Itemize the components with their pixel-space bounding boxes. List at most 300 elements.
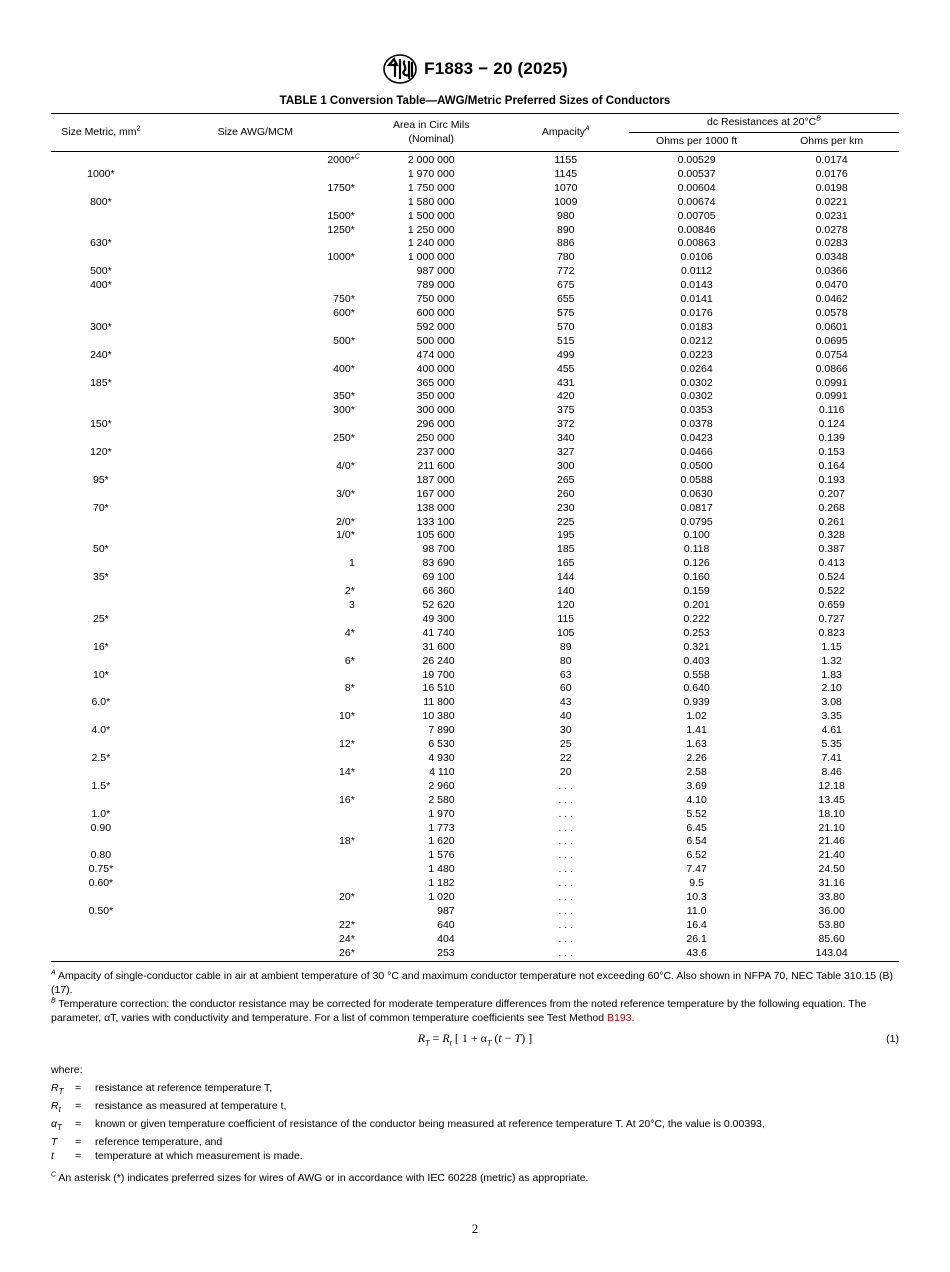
cell-metric: 16* bbox=[93, 640, 109, 653]
cell-ohms-km: 0.207 bbox=[818, 487, 845, 500]
cell-ampacity: 115 bbox=[557, 612, 575, 625]
cell-area: 2 000 000 bbox=[407, 154, 455, 166]
table-row bbox=[51, 905, 899, 919]
cell-metric: 0.60* bbox=[88, 877, 114, 890]
cell-ampacity: . . . bbox=[558, 863, 574, 876]
cell-awg bbox=[151, 696, 360, 710]
cell-ohms-km: 3.08 bbox=[821, 696, 842, 709]
cell-ohms-km: 1.15 bbox=[821, 640, 842, 653]
cell-awg bbox=[151, 863, 360, 877]
cell-awg bbox=[151, 349, 360, 363]
cell-awg: 4* bbox=[344, 626, 355, 639]
col-header-ohms-per-km: Ohms per km bbox=[800, 135, 864, 148]
cell-awg bbox=[151, 237, 360, 251]
table-row bbox=[51, 780, 899, 794]
definition-symbol: $\alpha_T$ bbox=[51, 1118, 62, 1133]
cell-ohms-km: 0.0470 bbox=[815, 279, 848, 292]
cell-ampacity: 570 bbox=[557, 320, 575, 333]
table-row bbox=[51, 710, 899, 724]
cell-metric: 0.80 bbox=[90, 849, 112, 862]
cell-metric: 1.5* bbox=[91, 779, 111, 792]
cell-awg: 3/0* bbox=[336, 487, 355, 500]
cell-area: 1 750 000 bbox=[407, 181, 455, 194]
cell-ohms-km: 21.40 bbox=[818, 849, 845, 862]
cell-ohms-km: 0.0198 bbox=[815, 181, 848, 194]
cell-metric: 10* bbox=[93, 668, 109, 681]
cell-metric: 500* bbox=[90, 265, 112, 278]
cell-ohms-ft: 0.0176 bbox=[680, 306, 713, 319]
cell-awg: 16* bbox=[339, 793, 355, 806]
table-row bbox=[51, 822, 899, 836]
cell-ampacity: 22 bbox=[559, 751, 572, 764]
cell-area: 1 773 bbox=[428, 821, 455, 834]
cell-area: 4 110 bbox=[429, 765, 455, 778]
equation-row bbox=[51, 1031, 899, 1053]
cell-area: 66 360 bbox=[422, 585, 455, 598]
standard-designation: F1883 − 20 (2025) bbox=[424, 59, 568, 78]
table-row bbox=[51, 696, 899, 710]
cell-ohms-km: 0.328 bbox=[818, 529, 845, 542]
cell-area: 1 576 bbox=[428, 849, 455, 862]
cell-ohms-km: 0.524 bbox=[818, 571, 845, 584]
cell-ampacity: . . . bbox=[558, 821, 574, 834]
cell-ampacity: 140 bbox=[557, 585, 575, 598]
cell-ampacity: 575 bbox=[557, 306, 575, 319]
cell-awg: 300* bbox=[333, 404, 355, 417]
cell-ampacity: 675 bbox=[557, 279, 575, 292]
cell-ampacity: . . . bbox=[558, 877, 574, 890]
cell-ohms-km: 0.0754 bbox=[815, 348, 848, 361]
cell-ohms-km: 0.0283 bbox=[815, 237, 848, 250]
cell-awg: 4/0* bbox=[336, 459, 355, 472]
cell-ohms-ft: 11.0 bbox=[686, 904, 707, 917]
cell-ohms-km: 0.0866 bbox=[815, 362, 848, 375]
cell-ohms-ft: 0.640 bbox=[683, 682, 710, 695]
cell-metric: 35* bbox=[93, 571, 109, 584]
cell-ohms-km: 0.261 bbox=[818, 515, 845, 528]
cell-awg: 250* bbox=[333, 432, 355, 445]
cell-area: 404 bbox=[437, 932, 455, 945]
cell-ohms-km: 0.823 bbox=[818, 626, 845, 639]
cell-area: 296 000 bbox=[416, 418, 455, 431]
table-row bbox=[51, 293, 899, 307]
cell-awg: 2* bbox=[344, 585, 355, 598]
cell-metric: 1000* bbox=[87, 167, 115, 180]
conversion-table bbox=[51, 113, 899, 962]
cell-ohms-km: 33.80 bbox=[818, 891, 845, 904]
cell-ampacity: 80 bbox=[559, 654, 572, 667]
equation-definitions bbox=[51, 1081, 899, 1163]
definition-item bbox=[51, 1117, 899, 1135]
cell-area: 26 240 bbox=[422, 654, 455, 667]
cell-ampacity: 1155 bbox=[554, 154, 578, 166]
cell-ohms-ft: 0.00537 bbox=[677, 167, 716, 180]
cell-awg bbox=[151, 418, 360, 432]
cell-ohms-ft: 0.558 bbox=[683, 668, 710, 681]
cell-ohms-ft: 0.253 bbox=[683, 626, 710, 639]
cell-metric bbox=[51, 293, 151, 307]
cell-metric bbox=[51, 585, 151, 599]
table-row bbox=[51, 738, 899, 752]
cell-ohms-ft: 0.222 bbox=[683, 612, 710, 625]
table-row bbox=[51, 669, 899, 683]
cell-area: 187 000 bbox=[416, 473, 455, 486]
cell-ampacity: . . . bbox=[558, 849, 574, 862]
cell-metric: 4.0* bbox=[91, 724, 111, 737]
table-row bbox=[51, 655, 899, 669]
table-row bbox=[51, 182, 899, 196]
table-row bbox=[51, 627, 899, 641]
cell-ampacity: . . . bbox=[558, 918, 574, 931]
cell-ampacity: 40 bbox=[559, 710, 572, 723]
cell-ohms-ft: 0.321 bbox=[683, 640, 710, 653]
cell-ohms-km: 1.83 bbox=[821, 668, 842, 681]
cell-awg bbox=[151, 474, 360, 488]
definition-equals: = bbox=[75, 1100, 82, 1113]
table-row bbox=[51, 599, 899, 613]
cell-ohms-km: 85.60 bbox=[818, 932, 845, 945]
cell-awg bbox=[151, 780, 360, 794]
cell-ohms-ft: 0.00846 bbox=[677, 223, 716, 236]
cell-ampacity: 265 bbox=[557, 473, 575, 486]
table-row bbox=[51, 460, 899, 474]
cell-ampacity: 230 bbox=[557, 501, 575, 514]
cell-ohms-km: 0.0991 bbox=[815, 376, 848, 389]
cell-area: 11 800 bbox=[423, 696, 455, 709]
cell-metric: 185* bbox=[90, 376, 112, 389]
cell-area: 1 000 000 bbox=[407, 251, 455, 264]
definition-text: known or given temperature coefficient of resistance of the conductor being measured at reference temperature T. At 20°C, the value is 0.00393, bbox=[95, 1118, 765, 1131]
table-row bbox=[51, 307, 899, 321]
definition-text: reference temperature, and bbox=[95, 1136, 223, 1149]
cell-awg bbox=[151, 752, 360, 766]
cell-metric bbox=[51, 710, 151, 724]
cell-ohms-ft: 3.69 bbox=[686, 779, 707, 792]
cell-ohms-km: 5.35 bbox=[821, 738, 842, 751]
cell-area: 2 960 bbox=[428, 779, 455, 792]
cell-awg: 3 bbox=[348, 599, 355, 611]
cell-ohms-km: 0.522 bbox=[818, 585, 845, 598]
cell-awg: 22* bbox=[339, 918, 355, 931]
cell-awg bbox=[151, 724, 360, 738]
cell-awg: 600* bbox=[333, 306, 355, 319]
cell-metric bbox=[51, 182, 151, 196]
cell-area: 31 600 bbox=[422, 640, 455, 653]
cell-area: 237 000 bbox=[416, 446, 455, 459]
cell-ohms-ft: 1.02 bbox=[686, 710, 707, 723]
cell-ohms-km: 0.0221 bbox=[815, 195, 848, 208]
cell-ampacity: 980 bbox=[557, 209, 575, 222]
cell-ohms-km: 0.659 bbox=[818, 599, 845, 611]
definition-item bbox=[51, 1081, 899, 1099]
cell-area: 16 510 bbox=[422, 682, 455, 695]
table-row bbox=[51, 196, 899, 210]
cell-ohms-km: 0.0231 bbox=[815, 209, 848, 222]
cell-ohms-km: 21.46 bbox=[818, 835, 845, 848]
cell-ohms-ft: 0.0423 bbox=[680, 432, 713, 445]
cell-metric bbox=[51, 307, 151, 321]
cell-awg bbox=[151, 613, 360, 627]
cell-metric: 0.90 bbox=[90, 821, 112, 834]
cell-metric bbox=[51, 919, 151, 933]
cell-area: 10 380 bbox=[422, 710, 455, 723]
cell-ohms-ft: 0.403 bbox=[683, 654, 710, 667]
col-header-awg: Size AWG/MCM bbox=[217, 125, 294, 138]
cell-ohms-km: 0.0578 bbox=[815, 306, 848, 319]
cell-awg bbox=[151, 265, 360, 279]
cell-ampacity: 886 bbox=[557, 237, 575, 250]
cell-ampacity: . . . bbox=[558, 793, 574, 806]
cell-area: 1 970 000 bbox=[407, 167, 455, 180]
cell-ohms-km: 143.04 bbox=[764, 947, 899, 961]
cell-ohms-km: 31.16 bbox=[818, 877, 845, 890]
cell-metric: 50* bbox=[93, 543, 109, 556]
temperature-correction-equation: $R_T = R_t$ [ $1 + \alpha_T$ (t − T) ] bbox=[417, 1031, 533, 1048]
cell-metric bbox=[51, 224, 151, 238]
cell-awg bbox=[151, 377, 360, 391]
cell-ohms-ft: 10.3 bbox=[686, 891, 707, 904]
table-row bbox=[51, 919, 899, 933]
cell-ohms-ft: 0.0302 bbox=[680, 376, 713, 389]
definition-item bbox=[51, 1149, 899, 1163]
cell-ampacity: 60 bbox=[559, 682, 572, 695]
cell-ohms-ft: 26.1 bbox=[686, 932, 707, 945]
cell-awg bbox=[151, 446, 360, 460]
table-row bbox=[51, 349, 899, 363]
cell-area: 1 182 bbox=[428, 877, 455, 890]
cell-ohms-km: 0.153 bbox=[818, 446, 845, 459]
cell-ohms-ft: 0.0183 bbox=[680, 320, 713, 333]
cell-area: 1 620 bbox=[428, 835, 455, 848]
cell-area: 1 970 bbox=[428, 807, 455, 820]
cell-ampacity: 1145 bbox=[554, 167, 578, 180]
table-row bbox=[51, 849, 899, 863]
cell-ampacity: . . . bbox=[558, 904, 574, 917]
cell-area: 19 700 bbox=[422, 668, 455, 681]
definition-text: temperature at which measurement is made. bbox=[95, 1150, 303, 1163]
cell-ohms-ft: 7.47 bbox=[686, 863, 707, 876]
cell-area: 500 000 bbox=[416, 334, 455, 347]
cell-awg: 750* bbox=[333, 293, 355, 306]
cell-metric bbox=[51, 432, 151, 446]
cell-ampacity: 890 bbox=[557, 223, 575, 236]
definition-symbol: $R_T$ bbox=[51, 1082, 64, 1097]
cell-area: 750 000 bbox=[416, 293, 455, 306]
cell-ohms-km: 0.0348 bbox=[815, 251, 848, 264]
cell-metric: 240* bbox=[90, 348, 112, 361]
table-row bbox=[51, 682, 899, 696]
cell-awg: 14* bbox=[339, 765, 355, 778]
table-row bbox=[51, 933, 899, 947]
cell-area: 98 700 bbox=[422, 543, 455, 556]
table-row bbox=[51, 613, 899, 627]
cell-metric bbox=[51, 251, 151, 265]
table-row bbox=[51, 585, 899, 599]
cell-ohms-km: 0.0366 bbox=[815, 265, 848, 278]
cell-awg bbox=[151, 543, 360, 557]
cell-area: 211 600 bbox=[417, 459, 455, 472]
cell-ohms-km: 0.268 bbox=[818, 501, 845, 514]
table-row bbox=[51, 766, 899, 780]
definition-equals: = bbox=[75, 1136, 82, 1149]
cell-ohms-ft: 0.00604 bbox=[677, 181, 716, 194]
cell-area: 41 740 bbox=[422, 626, 455, 639]
cell-ampacity: . . . bbox=[558, 835, 574, 848]
cell-metric bbox=[51, 891, 151, 905]
cell-ohms-ft: 0.0223 bbox=[680, 348, 713, 361]
footnote-a: $^A$ Ampacity of single-conductor cable in air at ambient temperature of 30 °C and maximum conductor temperature not exceeding 60°C. Also shown in NFPA 70, NEC Table 310.15 (B) (17). bbox=[51, 969, 894, 996]
cell-ohms-ft: 5.52 bbox=[686, 807, 707, 820]
cell-ampacity: 1070 bbox=[554, 181, 578, 194]
table-row bbox=[51, 152, 899, 168]
cell-awg: 500* bbox=[333, 334, 355, 347]
cell-ohms-ft: 0.118 bbox=[683, 543, 710, 556]
cell-metric: 630* bbox=[90, 237, 112, 250]
cell-ohms-ft: 2.26 bbox=[686, 751, 707, 764]
cell-ohms-km: 13.45 bbox=[818, 793, 845, 806]
cell-awg bbox=[151, 669, 360, 683]
definition-symbol: t bbox=[51, 1150, 54, 1163]
cell-metric bbox=[51, 627, 151, 641]
table-row bbox=[51, 752, 899, 766]
table-row bbox=[51, 571, 899, 585]
cell-metric: 120* bbox=[90, 446, 112, 459]
cell-ampacity: 89 bbox=[559, 640, 572, 653]
cell-metric bbox=[51, 390, 151, 404]
cell-ohms-ft: 0.0141 bbox=[680, 293, 713, 306]
cell-awg: 6* bbox=[344, 654, 355, 667]
cell-metric bbox=[51, 557, 151, 571]
cell-awg: 18* bbox=[339, 835, 355, 848]
cell-ampacity: 455 bbox=[557, 362, 575, 375]
cell-area: 1 480 bbox=[428, 863, 455, 876]
cell-metric: 25* bbox=[93, 612, 109, 625]
table-row bbox=[51, 891, 899, 905]
cell-area: 49 300 bbox=[422, 612, 455, 625]
cell-ampacity: 372 bbox=[557, 418, 575, 431]
table-row bbox=[51, 488, 899, 502]
cell-ohms-ft: 0.126 bbox=[683, 557, 710, 570]
cell-ohms-ft: 4.10 bbox=[686, 793, 707, 806]
definition-item bbox=[51, 1099, 899, 1117]
cell-ohms-ft: 0.00529 bbox=[677, 154, 716, 166]
cell-ohms-ft: 6.45 bbox=[686, 821, 707, 834]
table-row bbox=[51, 432, 899, 446]
cell-metric bbox=[51, 363, 151, 377]
cell-awg: 1250* bbox=[327, 223, 355, 236]
cell-ohms-ft: 0.0264 bbox=[680, 362, 713, 375]
cell-area: 640 bbox=[437, 918, 455, 931]
cell-metric bbox=[51, 152, 151, 168]
cell-ohms-km: 21.10 bbox=[818, 821, 845, 834]
table-row bbox=[51, 210, 899, 224]
table-notes bbox=[51, 969, 899, 1185]
cell-awg bbox=[151, 321, 360, 335]
cell-metric bbox=[51, 947, 151, 961]
cell-awg bbox=[151, 502, 360, 516]
cell-ampacity: 300 bbox=[557, 459, 575, 472]
cell-awg bbox=[151, 571, 360, 585]
cell-ampacity: 260 bbox=[557, 487, 575, 500]
cell-ampacity: 431 bbox=[557, 376, 575, 389]
table-row bbox=[51, 265, 899, 279]
cell-ohms-km: 0.413 bbox=[818, 557, 845, 570]
cell-ohms-km: 12.18 bbox=[818, 779, 845, 792]
cell-ampacity: 225 bbox=[557, 515, 575, 528]
cell-area: 592 000 bbox=[416, 320, 455, 333]
cell-area: 789 000 bbox=[416, 279, 455, 292]
definition-item bbox=[51, 1135, 899, 1149]
definition-symbol: $R_t$ bbox=[51, 1100, 61, 1115]
cell-ampacity: 1009 bbox=[554, 195, 578, 208]
cell-area: 2 580 bbox=[428, 793, 455, 806]
cell-ohms-ft: 0.0378 bbox=[680, 418, 713, 431]
cell-awg bbox=[151, 279, 360, 293]
cell-area: 6 530 bbox=[428, 738, 455, 751]
cell-ohms-km: 0.387 bbox=[818, 543, 845, 556]
cell-ohms-km: 3.35 bbox=[821, 710, 842, 723]
cell-ohms-km: 0.164 bbox=[818, 459, 845, 472]
cell-ampacity: 772 bbox=[557, 265, 575, 278]
cell-awg: 1/0* bbox=[336, 529, 355, 542]
cell-area: 400 000 bbox=[416, 362, 455, 375]
cell-ohms-ft: 0.0466 bbox=[680, 446, 713, 459]
table-row bbox=[51, 377, 899, 391]
cell-ohms-ft: 43.6 bbox=[629, 947, 764, 961]
cell-area: 83 690 bbox=[422, 557, 455, 570]
cell-metric: 6.0* bbox=[91, 696, 111, 709]
cell-ohms-ft: 0.0817 bbox=[680, 501, 713, 514]
cell-awg: 8* bbox=[344, 682, 355, 695]
cell-ohms-km: 0.0278 bbox=[815, 223, 848, 236]
cell-awg: 24* bbox=[339, 932, 355, 945]
table-row bbox=[51, 224, 899, 238]
cell-ohms-ft: 0.0112 bbox=[680, 265, 713, 278]
cell-awg: 400* bbox=[333, 362, 355, 375]
cell-awg bbox=[151, 641, 360, 655]
col-header-ampacity: Ampacity$^A$ bbox=[541, 125, 590, 138]
table-row bbox=[51, 168, 899, 182]
table-row bbox=[51, 251, 899, 265]
test-method-link[interactable]: B193 bbox=[607, 1012, 632, 1024]
cell-ohms-km: 0.0174 bbox=[815, 154, 848, 166]
cell-awg: 1750* bbox=[327, 181, 355, 194]
cell-area: 987 000 bbox=[416, 265, 455, 278]
cell-awg bbox=[151, 849, 360, 863]
cell-area: 1 580 000 bbox=[407, 195, 455, 208]
where-label: where: bbox=[51, 1064, 83, 1076]
cell-metric: 300* bbox=[90, 320, 112, 333]
cell-awg: 20* bbox=[339, 891, 355, 904]
cell-ampacity: 375 bbox=[557, 404, 575, 417]
cell-ampacity: 515 bbox=[557, 334, 575, 347]
cell-area: 138 000 bbox=[416, 501, 455, 514]
cell-ampacity: 195 bbox=[557, 529, 575, 542]
table-row bbox=[51, 947, 899, 961]
cell-metric bbox=[51, 655, 151, 669]
cell-ampacity: . . . bbox=[558, 891, 574, 904]
cell-ohms-ft: 0.100 bbox=[683, 529, 710, 542]
cell-ohms-km: 24.50 bbox=[818, 863, 845, 876]
cell-ohms-ft: 0.00674 bbox=[677, 195, 716, 208]
col-header-ohms-per-1000ft: Ohms per 1000 ft bbox=[656, 135, 738, 148]
cell-awg bbox=[151, 905, 360, 919]
cell-ohms-km: 0.139 bbox=[818, 432, 845, 445]
cell-ohms-ft: 0.939 bbox=[683, 696, 710, 709]
cell-metric bbox=[51, 210, 151, 224]
cell-metric: 150* bbox=[90, 418, 112, 431]
col-header-metric: Size Metric, $mm^2$ bbox=[61, 125, 141, 138]
